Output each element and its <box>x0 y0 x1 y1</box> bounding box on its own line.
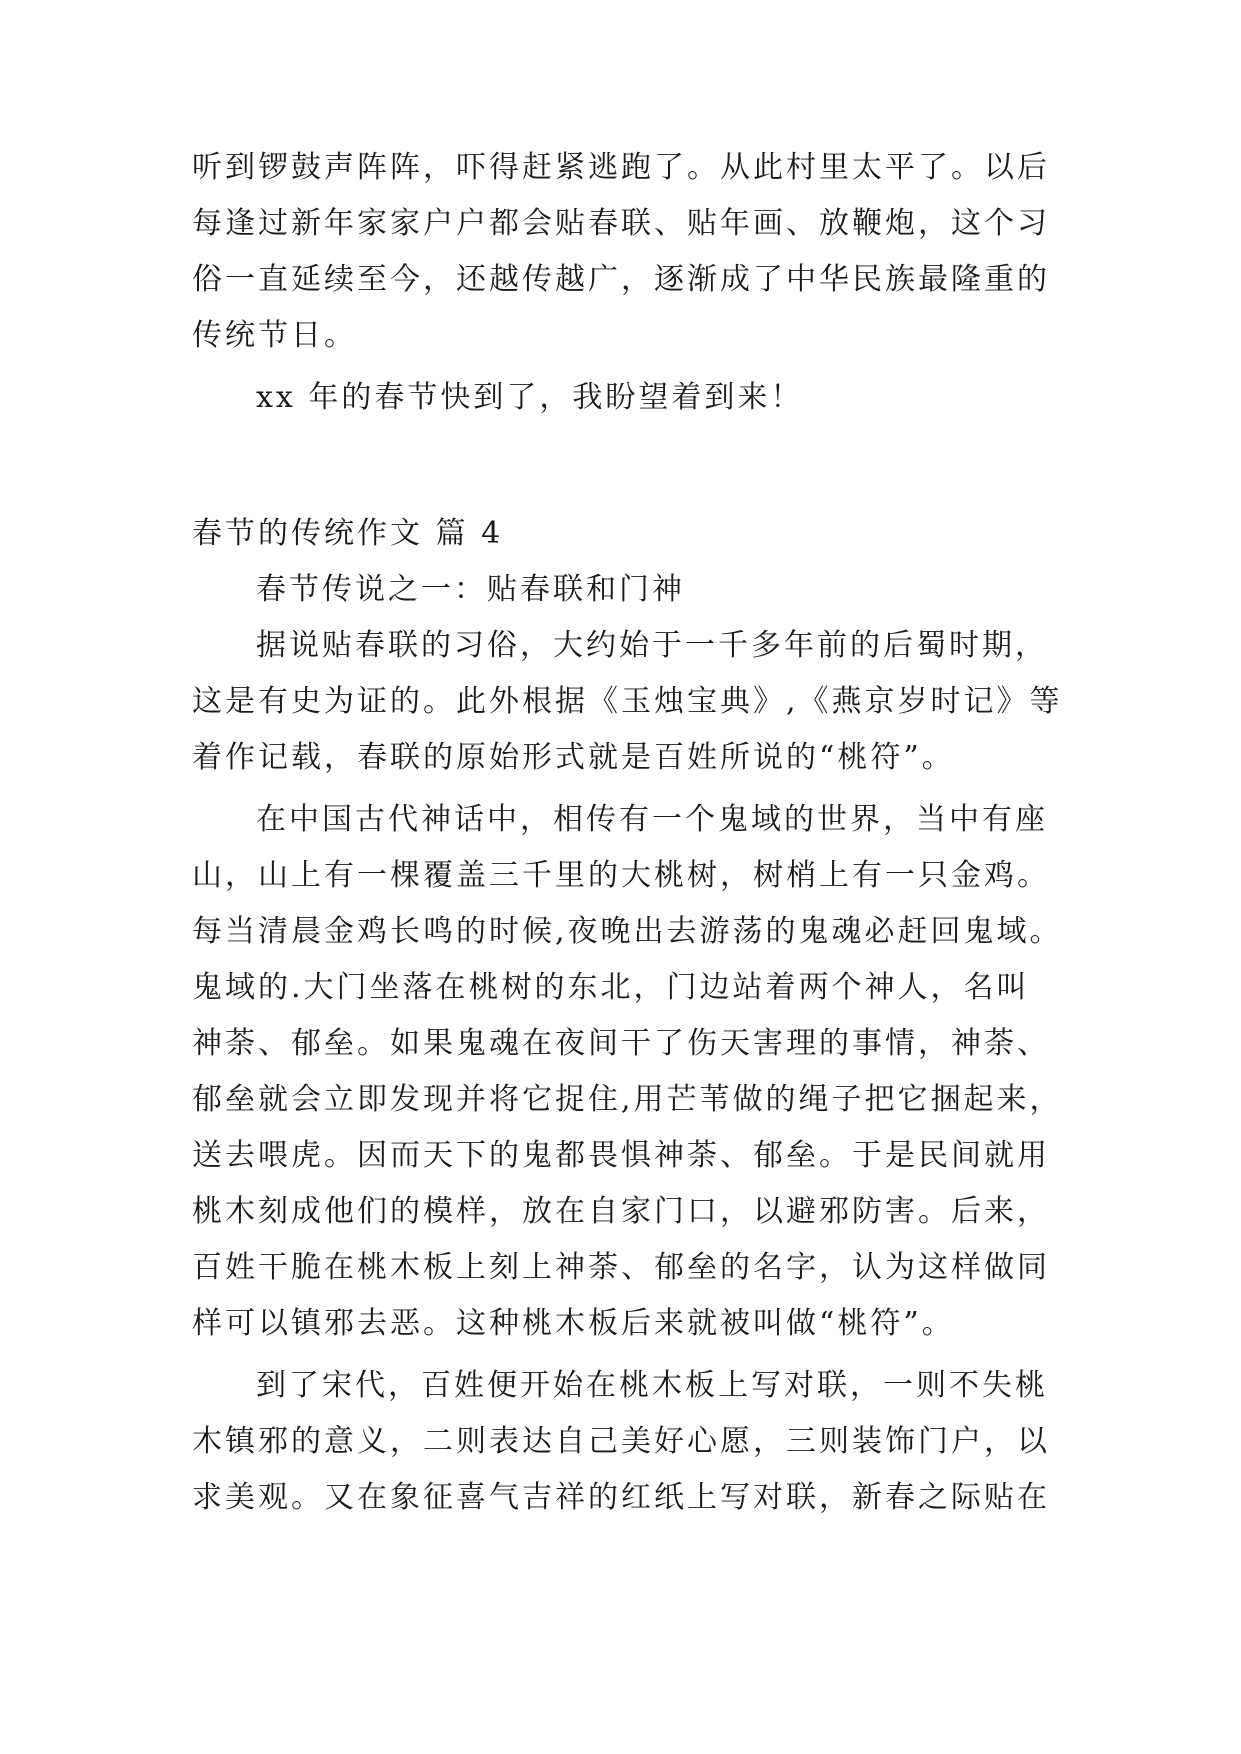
text-line: 着作记载，春联的原始形式就是百姓所说的“桃符”。 <box>192 740 955 775</box>
text-line: 据说贴春联的习俗，大约始于一千多年前的后蜀时期， <box>256 628 1048 663</box>
section-heading: 春节的传统作文 篇 4 <box>192 516 504 551</box>
text-line: 传统节日。 <box>192 318 357 353</box>
text-line: xx 年的春节快到了，我盼望着到来！ <box>256 380 804 415</box>
text-line: 山，山上有一棵覆盖三千里的大桃树，树梢上有一只金鸡。 <box>192 858 1050 893</box>
text-line: 神荼、郁垒。如果鬼魂在夜间干了伤天害理的事情，神荼、 <box>192 1026 1050 1061</box>
subheading: 春节传说之一：贴春联和门神 <box>256 572 685 607</box>
text-line: 鬼域的.大门坐落在桃树的东北，门边站着两个神人，名叫 <box>192 970 1030 1005</box>
text-line: 木镇邪的意义，二则表达自己美好心愿，三则装饰门户，以 <box>192 1424 1050 1459</box>
text-line: 俗一直延续至今，还越传越广，逐渐成了中华民族最隆重的 <box>192 262 1050 297</box>
text-line: 听到锣鼓声阵阵，吓得赶紧逃跑了。从此村里太平了。以后 <box>192 150 1050 185</box>
text-line: 求美观。又在象征喜气吉祥的红纸上写对联，新春之际贴在 <box>192 1480 1050 1515</box>
text-line: 送去喂虎。因而天下的鬼都畏惧神荼、郁垒。于是民间就用 <box>192 1138 1050 1173</box>
text-line: 样可以镇邪去恶。这种桃木板后来就被叫做“桃符”。 <box>192 1306 955 1341</box>
text-line: 郁垒就会立即发现并将它捉住,用芒苇做的绳子把它捆起来， <box>192 1082 1063 1117</box>
text-line: 到了宋代，百姓便开始在桃木板上写对联，一则不失桃 <box>256 1368 1048 1403</box>
text-line: 每当清晨金鸡长鸣的时候,夜晚出去游荡的鬼魂必赶回鬼域。 <box>192 914 1063 949</box>
text-line: 这是有史为证的。此外根据《玉烛宝典》,《燕京岁时记》等 <box>192 684 1063 719</box>
text-line: 在中国古代神话中，相传有一个鬼域的世界，当中有座 <box>256 802 1048 837</box>
text-line: 每逢过新年家家户户都会贴春联、贴年画、放鞭炮，这个习 <box>192 206 1050 241</box>
text-line: 百姓干脆在桃木板上刻上神荼、郁垒的名字，认为这样做同 <box>192 1250 1050 1285</box>
text-line: 桃木刻成他们的模样，放在自家门口，以避邪防害。后来， <box>192 1194 1050 1229</box>
